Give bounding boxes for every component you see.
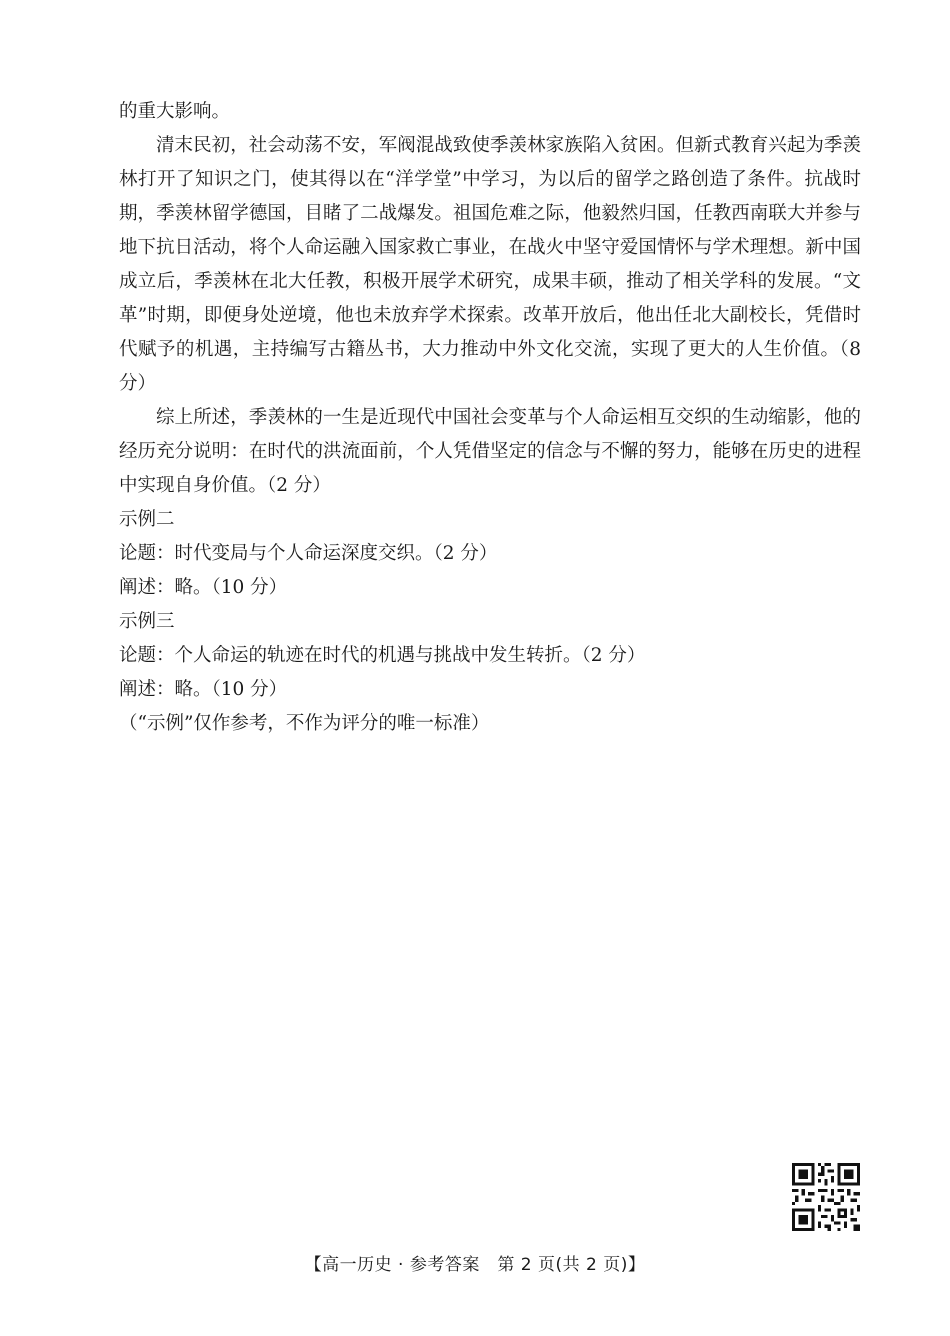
grading-note: （“示例”仅作参考，不作为评分的唯一标准） [119,713,490,734]
example-3-thesis: 论题：个人命运的轨迹在时代的机遇与挑战中发生转折。（2 分） [119,645,646,666]
answer-body [119,95,861,741]
qr-code-icon [792,1163,860,1231]
paragraph-continuation: 的重大影响。 [119,101,231,122]
example-3-title: 示例三 [119,611,175,632]
page-footer: 【高一历史 · 参考答案 第 2 页(共 2 页)】 [304,1255,646,1275]
paragraph-conclusion: 综上所述，季羡林的一生是近现代中国社会变革与个人命运相互交织的生动缩影，他的经历充分说明：在时代的洪流面前，个人凭借坚定的信念与不懈的努力，能够在历史的进程中实现自身价值。（2 分） [119,407,861,496]
example-3-elaboration: 阐述：略。（10 分） [119,679,288,700]
paragraph-history-narrative: 清末民初，社会动荡不安，军阀混战致使季羡林家族陷入贫困。但新式教育兴起为季羡林打开了知识之门，使其得以在“洋学堂”中学习，为以后的留学之路创造了条件。抗战时期，季羡林留学德国，目睹了二战爆发。祖国危难之际，他毅然归国，任教西南联大并参与地下抗日活动，将个人命运融入国家救亡事业，在战火中坚守爱国情怀与学术理想。新中国成立后，季羡林在北大任教，积极开展学术研究，成果丰硕，推动了相关学科的发展。“文革”时期，即便身处逆境，他也未放弃学术探索。改革开放后，他出任北大副校长，凭借时代赋予的机遇，主持编写古籍丛书，大力推动中外文化交流，实现了更大的人生价值。（8 分） [119,135,861,394]
example-2-thesis: 论题：时代变局与个人命运深度交织。（2 分） [119,543,498,564]
example-2-elaboration: 阐述：略。（10 分） [119,577,288,598]
example-2-title: 示例二 [119,509,175,530]
